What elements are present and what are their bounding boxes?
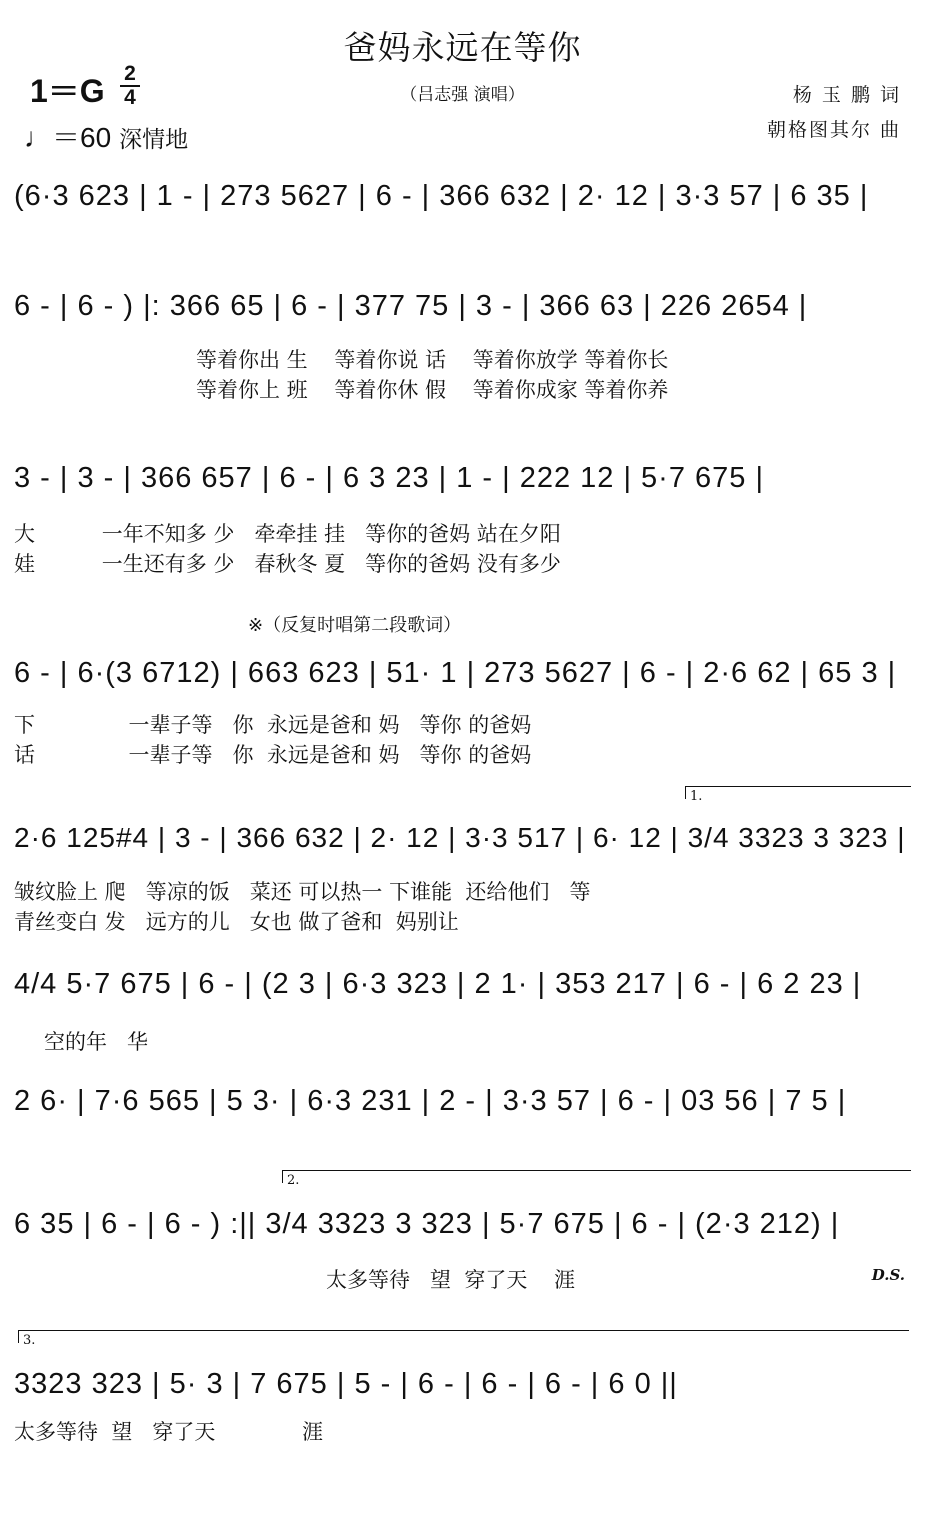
ending-label: 3. [23,1333,36,1348]
lyric-verse-1: 太多等待 望 穿了天 涯 [326,1268,576,1292]
ending-label: 1. [690,789,703,804]
notation-line: 3 - | 3 - | 366 657 | 6 - | 6 3 23 | 1 - | 222 12 | 5·7 675 | [14,462,765,494]
tempo-value: ♩＝60 [24,122,112,153]
lyricist-credit: 杨 玉 鹏 词 [792,84,901,106]
lyric-verse-2: 青丝变白 发 远方的儿 女也 做了爸和 妈别让 [14,910,459,934]
lyric-verse-1: 空的年 华 [44,1030,149,1054]
notation-line: 6 - | 6 - ) |: 366 65 | 6 - | 377 75 | 3 - | 366 63 | 226 2654 | [14,290,808,322]
tempo-marking [24,116,188,156]
singer-credit: （吕志强 演唱） [400,85,525,105]
time-signature-top: 2 [124,62,136,85]
key-label: 1＝G [30,73,105,109]
second-ending-bracket [282,1170,911,1188]
lyric-verse-1: 皱纹脸上 爬 等凉的饭 菜还 可以热一 下谁能 还给他们 等 [14,880,591,904]
key-signature [30,62,136,112]
notation-line: 2·6 125#4 | 3 - | 366 632 | 2· 12 | 3·3 517 | 6· 12 | 3/4 3323 3 323 | [14,822,906,853]
ending-label: 2. [287,1173,300,1188]
time-signature [120,64,140,108]
third-ending-bracket [18,1330,909,1348]
lyric-verse-2: 话 一辈子等 你 永远是爸和 妈 等你 的爸妈 [14,743,532,767]
expression-marking: 深情地 [119,127,189,153]
lyric-verse-1: 太多等待 望 穿了天 涯 [14,1420,324,1444]
lyric-verse-1: 下 一辈子等 你 永远是爸和 妈 等你 的爸妈 [14,713,532,737]
lyric-verse-1: 大 一年不知多 少 牵牵挂 挂 等你的爸妈 站在夕阳 [14,522,561,546]
dal-segno-marking: D.S. [871,1266,905,1284]
notation-line: 4/4 5·7 675 | 6 - | (2 3 | 6·3 323 | 2 1· | 353 217 | 6 - | 6 2 23 | [14,968,862,1000]
composer-credit: 朝格图其尔 曲 [766,119,901,141]
song-title: 爸妈永远在等你 [343,28,582,67]
notation-line: 6 35 | 6 - | 6 - ) :|| 3/4 3323 3 323 | 5·7 675 | 6 - | (2·3 212) | [14,1208,840,1240]
lyric-verse-2: 娃 一生还有多 少 春秋冬 夏 等你的爸妈 没有多少 [14,552,561,576]
repeat-remark: ※（反复时唱第二段歌词） [248,615,462,636]
notation-line: (6·3 623 | 1 - | 273 5627 | 6 - | 366 632 | 2· 12 | 3·3 57 | 6 35 | [14,180,869,212]
notation-line: 2 6· | 7·6 565 | 5 3· | 6·3 231 | 2 - | 3·3 57 | 6 - | 03 56 | 7 5 | [14,1085,847,1117]
first-ending-bracket [685,786,911,804]
time-signature-bottom: 4 [124,86,136,109]
notation-line: 6 - | 6·(3 6712) | 663 623 | 51· 1 | 273 5627 | 6 - | 2·6 62 | 65 3 | [14,657,897,689]
lyric-verse-1: 等着你出 生 等着你说 话 等着你放学 等着你长 [196,348,669,372]
notation-line: 3323 323 | 5· 3 | 7 675 | 5 - | 6 - | 6 - | 6 - | 6 0 || [14,1368,678,1400]
lyric-verse-2: 等着你上 班 等着你休 假 等着你成家 等着你养 [196,378,669,402]
